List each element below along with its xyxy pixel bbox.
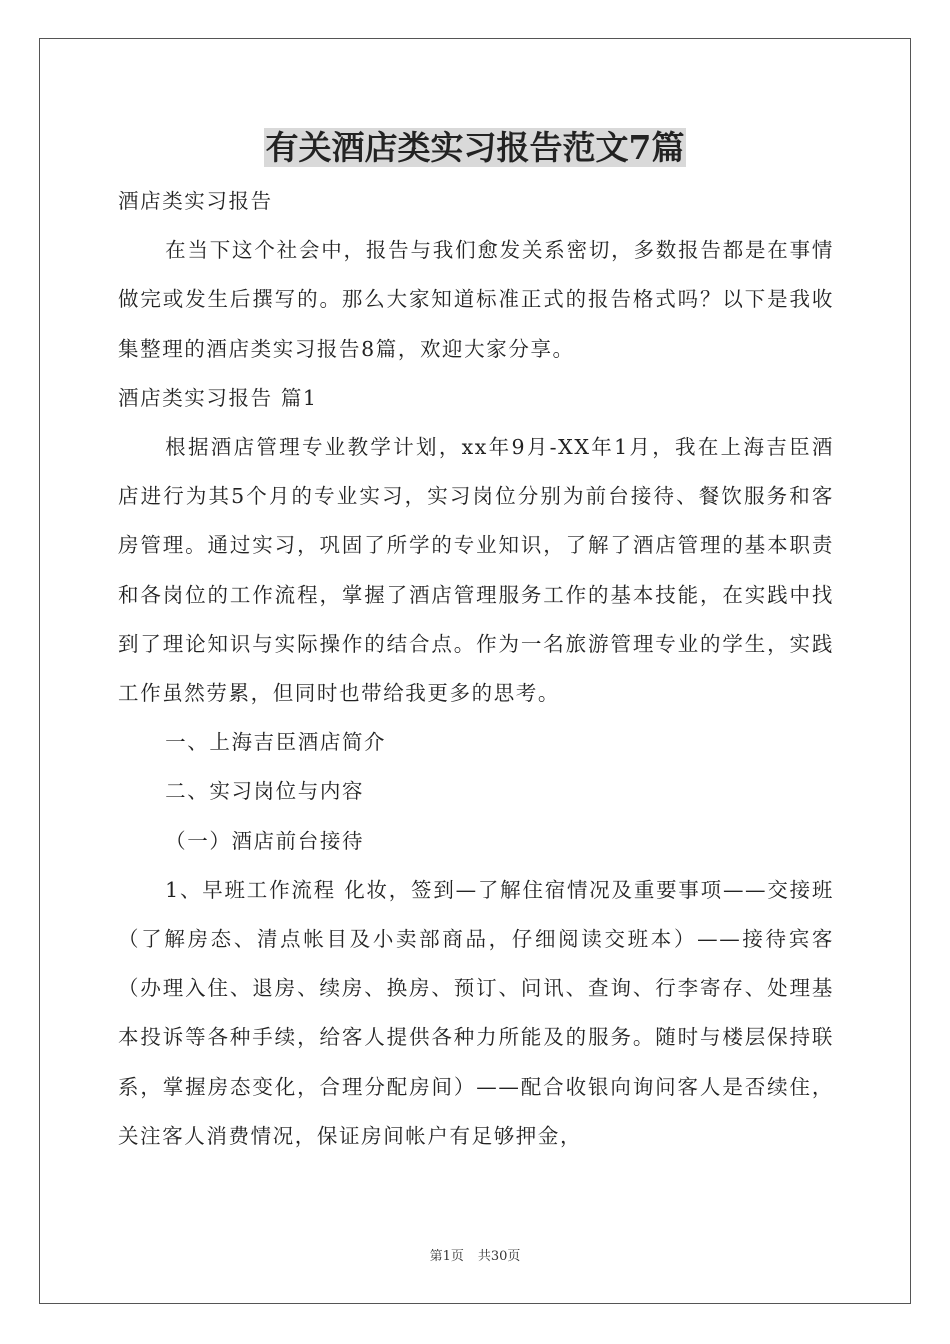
- section-heading: 酒店类实习报告 篇1: [118, 385, 318, 410]
- document-title: [0, 126, 950, 170]
- title-text: 有关酒店类实习报告范文7篇: [265, 128, 685, 167]
- body-paragraph: 1、早班工作流程 化妆，签到—了解住宿情况及重要事项——交接班（了解房态、清点帐目及小卖部商品，仔细阅读交班本）——接待宾客（办理入住、退房、续房、换房、预订、问讯、查询、行李寄存、处理基本投诉等各种手续，给客人提供各种力所能及的服务。随时与楼层保持联系，掌握房态变化，合理分配房间）——配合收银向询问客人是否续住，关注客人消费情况，保证房间帐户有足够押金，: [118, 877, 834, 1148]
- page-number: 第1页: [429, 1249, 464, 1264]
- document-body: [118, 177, 834, 1161]
- total-pages: 共30页: [477, 1249, 521, 1264]
- intro-paragraph: 在当下这个社会中，报告与我们愈发关系密切，多数报告都是在事情做完或发生后撰写的。那么大家知道标准正式的报告格式吗？以下是我收集整理的酒店类实习报告8篇，欢迎大家分享。: [118, 238, 834, 361]
- section-heading: 酒店类实习报告: [118, 189, 273, 213]
- page-footer: [0, 1245, 950, 1264]
- body-paragraph: 根据酒店管理专业教学计划，xx年9月-XX年1月，我在上海吉臣酒店进行为其5个月的专业实习，实习岗位分别为前台接待、餐饮服务和客房管理。通过实习，巩固了所学的专业知识，了解了酒店管理的基本职责和各岗位的工作流程，掌握了酒店管理服务工作的基本技能，在实践中找到了理论知识与实际操作的结合点。作为一名旅游管理专业的学生，实践工作虽然劳累，但同时也带给我更多的思考。: [118, 435, 834, 706]
- subsection-heading: （一）酒店前台接待: [165, 828, 365, 853]
- subsection-heading: 二、实习岗位与内容: [165, 779, 365, 804]
- subsection-heading: 一、上海吉臣酒店简介: [165, 730, 387, 755]
